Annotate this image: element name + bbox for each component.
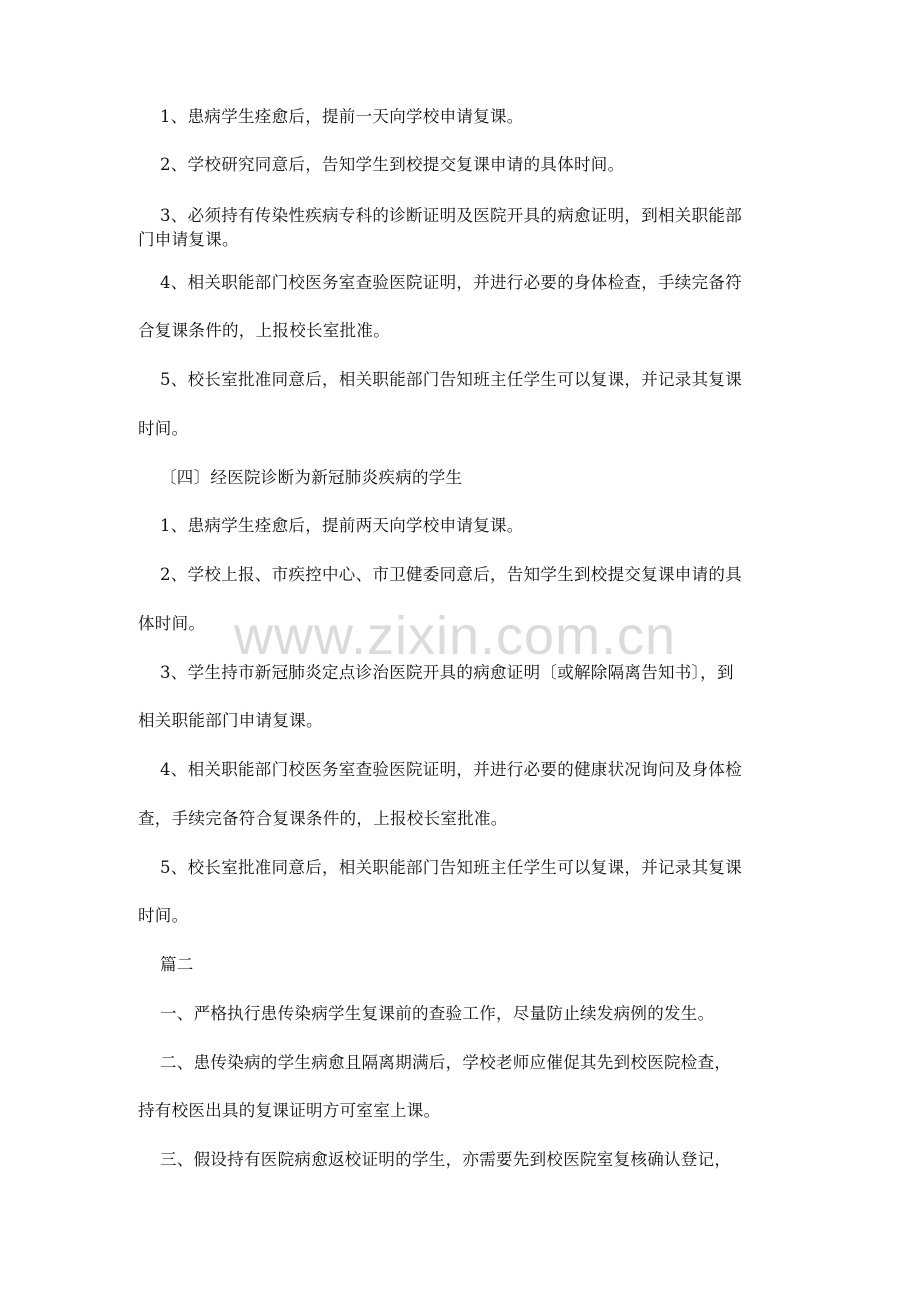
paragraph-line: 一、严格执行患传染病学生复课前的查验工作，尽量防止续发病例的发生。 (160, 1004, 715, 1023)
paragraph-line: 二、患传染病的学生病愈且隔离期满后，学校老师应催促其先到校医院检查， (160, 1053, 732, 1072)
paragraph-line: 5、校长室批准同意后，相关职能部门告知班主任学生可以复课，并记录其复课 (160, 858, 742, 877)
paragraph-line: 相关职能部门申请复课。 (138, 711, 323, 730)
paragraph-line: 时间。 (138, 419, 189, 438)
paragraph-line: 2、学校上报、市疾控中心、市卫健委同意后，告知学生到校提交复课申请的具 (160, 565, 742, 584)
paragraph-line: 5、校长室批准同意后，相关职能部门告知班主任学生可以复课，并记录其复课 (160, 370, 742, 389)
paragraph-line: 三、假设持有医院病愈返校证明的学生，亦需要先到校医院室复核确认登记， (160, 1150, 732, 1169)
watermark: www.zixin.com.cn (234, 606, 677, 666)
paragraph-line: 4、相关职能部门校医务室查验医院证明，并进行必要的健康状况询问及身体检 (160, 760, 742, 779)
paragraph-line: 4、相关职能部门校医务室查验医院证明，并进行必要的身体检查，手续完备符 (160, 273, 742, 292)
paragraph-line: 门申请复课。 (138, 230, 239, 249)
paragraph-line: 体时间。 (138, 614, 206, 633)
paragraph-line: 3、学生持市新冠肺炎定点诊治医院开具的病愈证明〔或解除隔离告知书〕，到 (160, 663, 734, 682)
paragraph-line: 1、患病学生痊愈后，提前两天向学校申请复课。 (160, 516, 524, 535)
paragraph-line: 2、学校研究同意后，告知学生到校提交复课申请的具体时间。 (160, 155, 625, 174)
paragraph-line: 3、必须持有传染性疾病专科的诊断证明及医院开具的病愈证明，到相关职能部 (160, 206, 742, 225)
paragraph-line: 持有校医出具的复课证明方可室室上课。 (138, 1101, 441, 1120)
paragraph-line: 时间。 (138, 906, 189, 925)
paragraph-line: 1、患病学生痊愈后，提前一天向学校申请复课。 (160, 107, 524, 126)
section-heading: 篇二 (160, 955, 194, 974)
section-heading: 〔四〕经医院诊断为新冠肺炎疾病的学生 (160, 468, 463, 487)
paragraph-line: 查，手续完备符合复课条件的，上报校长室批准。 (138, 809, 508, 828)
paragraph-line: 合复课条件的，上报校长室批准。 (138, 321, 390, 340)
